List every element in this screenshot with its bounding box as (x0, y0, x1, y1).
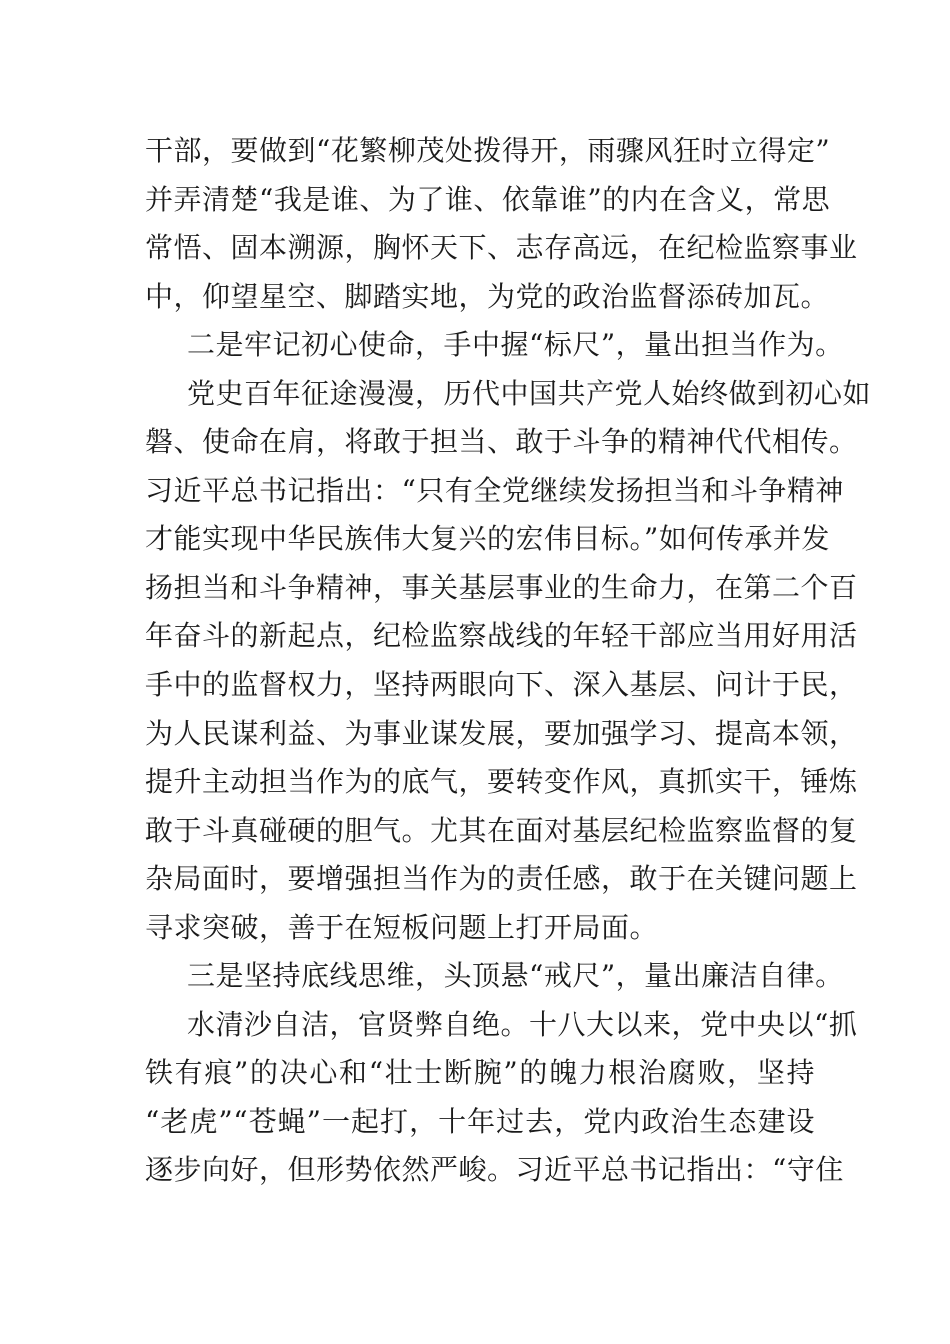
text-line: 年奋斗的新起点，纪检监察战线的年轻干部应当用好用活 (145, 619, 858, 653)
text-line: 提升主动担当作为的底气，要转变作风，真抓实干，锤炼 (145, 765, 858, 799)
section-heading: 三是坚持底线思维，头顶悬“戒尺”，量出廉洁自律。 (187, 959, 844, 993)
text-line: 为人民谋利益、为事业谋发展，要加强学习、提高本领， (145, 716, 858, 750)
text-line: 铁有痕”的决心和“壮士断腕”的魄力根治腐败，坚持 (145, 1056, 815, 1090)
text-line: 干部，要做到“花繁柳茂处拨得开，雨骤风狂时立得定” (145, 134, 831, 167)
text-line: 敢于斗真碰硬的胆气。尤其在面对基层纪检监察监督的复 (145, 813, 858, 847)
text-line: 磐、使命在肩，将敢于担当、敢于斗争的精神代代相传。 (145, 425, 858, 459)
text-line: 逐步向好，但形势依然严峻。习近平总书记指出：“守住 (145, 1153, 844, 1187)
text-line: 常悟、固本溯源，胸怀天下、志存高远，在纪检监察事业 (145, 231, 858, 265)
text-line: 杂局面时，要增强担当作为的责任感，敢于在关键问题上 (145, 862, 858, 896)
text-line: 党史百年征途漫漫，历代中国共产党人始终做到初心如 (187, 376, 872, 410)
text-line: 才能实现中华民族伟大复兴的宏伟目标。”如何传承并发 (145, 522, 830, 556)
text-line: 手中的监督权力，坚持两眼向下、深入基层、问计于民， (145, 668, 858, 702)
text-line: 习近平总书记指出：“只有全党继续发扬担当和斗争精神 (145, 473, 844, 507)
body-text (145, 127, 872, 1195)
text-line: 中，仰望星空、脚踏实地，为党的政治监督添砖加瓦。 (145, 279, 830, 313)
text-line: 并弄清楚“我是谁、为了谁、依靠谁”的内在含义，常思 (145, 182, 831, 216)
text-line: 寻求突破，善于在短板问题上打开局面。 (145, 910, 659, 944)
text-line: 扬担当和斗争精神，事关基层事业的生命力，在第二个百 (145, 570, 858, 604)
text-line: “老虎”“苍蝇”一起打，十年过去，党内政治生态建设 (145, 1104, 815, 1138)
section-heading: 二是牢记初心使命，手中握“标尺”，量出担当作为。 (187, 328, 844, 362)
text-line: 水清沙自洁，官贤弊自绝。十八大以来，党中央以“抓 (187, 1007, 858, 1041)
